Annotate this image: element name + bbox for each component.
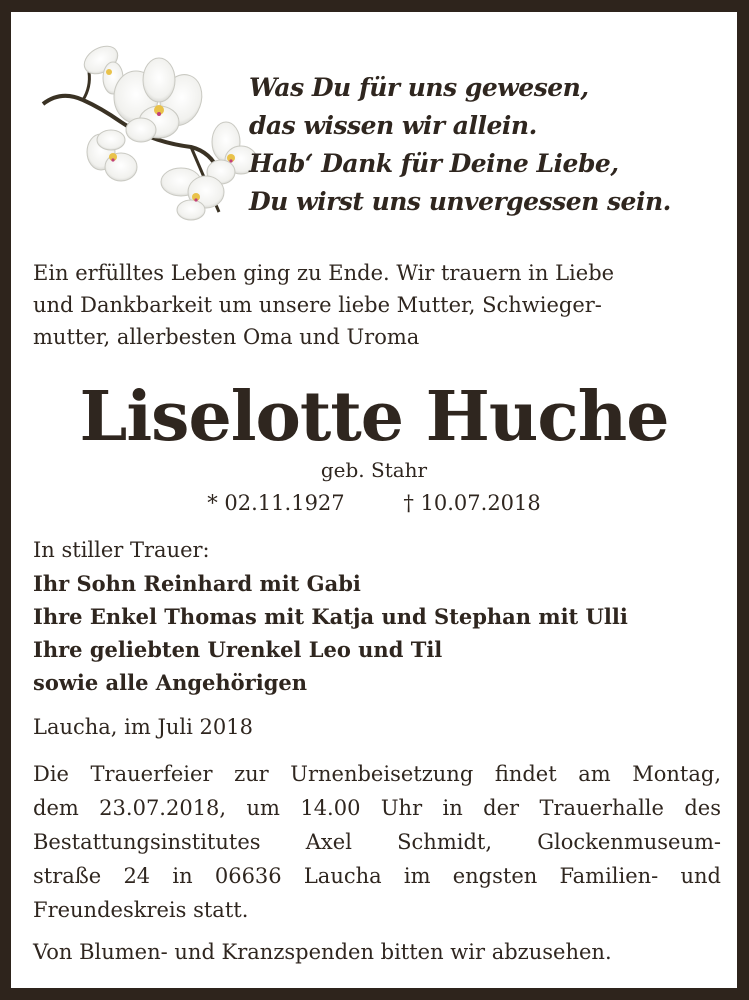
- ceremony-line: Freundeskreis statt.: [33, 898, 249, 922]
- intro-line: mutter, allerbesten Oma und Uroma: [33, 325, 420, 349]
- poem-line: Was Du für uns gewesen,: [249, 73, 589, 102]
- flowers-note: Von Blumen- und Kranzspenden bitten wir abzusehen.: [33, 940, 612, 964]
- life-dates: [11, 488, 737, 518]
- maiden-name: geb. Stahr: [320, 458, 428, 482]
- birth-date: * 02.11.1927: [207, 491, 345, 515]
- mourner-line: Ihr Sohn Reinhard mit Gabi: [33, 571, 361, 596]
- orchid-image: [41, 42, 261, 232]
- intro-text: [33, 257, 721, 353]
- mourner-line: Ihre geliebten Urenkel Leo und Til: [33, 637, 443, 662]
- ceremony-line: Bestattungsinstitutes Axel Schmidt, Glockenmuseum-: [33, 830, 721, 854]
- poem-line: das wissen wir allein.: [249, 111, 537, 140]
- obituary-card: [11, 12, 737, 988]
- intro-line: Ein erfülltes Leben ging zu Ende. Wir trauern in Liebe: [33, 261, 615, 285]
- mourners-intro: In stiller Trauer:: [33, 538, 210, 562]
- poem-line: Hab‘ Dank für Deine Liebe,: [249, 149, 619, 178]
- ceremony-line: straße 24 in 06636 Laucha im engsten Familien- und: [33, 864, 721, 888]
- mourner-line: Ihre Enkel Thomas mit Katja und Stephan mit Ulli: [33, 604, 628, 629]
- death-date: † 10.07.2018: [403, 491, 541, 515]
- place-date: Laucha, im Juli 2018: [33, 715, 253, 739]
- mourners-section: [33, 534, 723, 699]
- ceremony-notice: [33, 757, 721, 927]
- deceased-name: Liselotte Huche: [79, 377, 669, 457]
- poem: [249, 69, 739, 221]
- ceremony-line: dem 23.07.2018, um 14.00 Uhr in der Trauerhalle des: [33, 796, 721, 820]
- ceremony-line: Die Trauerfeier zur Urnenbeisetzung findet am Montag,: [33, 762, 721, 786]
- poem-line: Du wirst uns unvergessen sein.: [249, 187, 671, 216]
- intro-line: und Dankbarkeit um unsere liebe Mutter, Schwieger-: [33, 293, 602, 317]
- mourner-line: sowie alle Angehörigen: [33, 670, 308, 695]
